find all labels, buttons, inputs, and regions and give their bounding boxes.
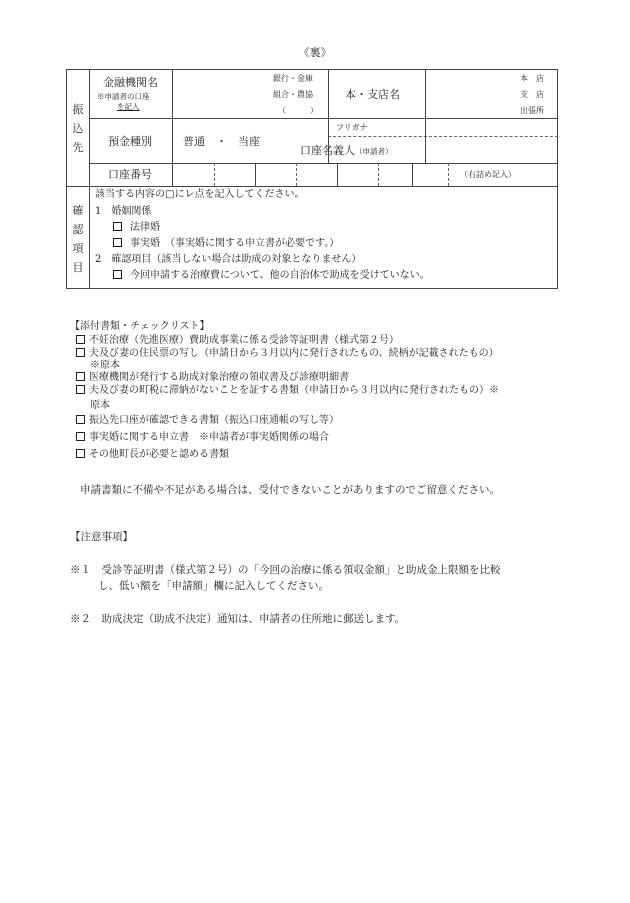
account-holder-label: 口座名義人（申請者）: [300, 144, 393, 157]
page-title: 《裏》: [298, 46, 332, 59]
checklist-footer: 申請書類に不備や不足がある場合は、受付できないことがありますのでご留意ください。: [80, 484, 500, 496]
deposit-options[interactable]: 普通 ・ 当座: [183, 135, 260, 148]
checkbox-icon: [113, 222, 122, 231]
checklist-item[interactable]: 不妊治療（先進医療）費助成事業に係る受診等証明書（様式第２号）: [76, 335, 399, 347]
checkbox-icon: [76, 385, 85, 394]
checkbox-no-other-subsidy[interactable]: 今回申請する治療費について、他の自治体で助成を受けていない。: [113, 270, 430, 282]
confirm-instruction: 該当する内容の□にレ点を記入してください。: [95, 189, 305, 200]
checkbox-icon: [76, 372, 85, 381]
branch-label: 本・支店名: [345, 88, 400, 101]
checkbox-legal-marriage[interactable]: 法律婚: [113, 222, 160, 234]
checkbox-icon: [113, 270, 122, 279]
checklist-item-note: 原本: [90, 400, 110, 411]
furigana-label: フリガナ: [336, 123, 368, 132]
institution-note-2: を記入: [117, 102, 140, 111]
checklist-item[interactable]: 医療機関が発行する助成対象治療の領収書及び診療明細書: [76, 372, 349, 384]
institution-note: ※申請者の口座: [97, 92, 150, 101]
checkbox-icon: [76, 449, 85, 458]
checkbox-icon: [76, 335, 85, 344]
account-number-note: （右詰め記入）: [460, 170, 516, 179]
branch-type-office: 出張所: [520, 106, 544, 115]
note-2: ※２ 助成決定（助成不決定）通知は、申請者の住所地に郵送します。: [70, 613, 406, 625]
checklist-item-note: ※原本: [90, 360, 120, 371]
account-number-label: 口座番号: [108, 168, 152, 181]
checklist-item[interactable]: その他町長が必要と認める書類: [76, 449, 229, 461]
checkbox-icon: [76, 415, 85, 424]
checklist-item[interactable]: 夫及び妻の町税に滞納がないことを証する書類（申請日から３月以内に発行されたもの）※: [76, 385, 499, 397]
branch-type-branch: 支 店: [520, 90, 544, 99]
notes-heading: 【注意事項】: [70, 531, 133, 543]
checklist-heading: 【添付書類・チェックリスト】: [70, 321, 210, 332]
checklist-item[interactable]: 事実婚に関する申立書 ※申請者が事実婚関係の場合: [76, 432, 329, 444]
checkbox-icon: [113, 238, 122, 247]
deposit-label: 預金種別: [108, 135, 152, 148]
checklist-item[interactable]: 振込先口座が確認できる書類（振込口座通帳の写し等）: [76, 415, 339, 427]
note-1: ※１ 受診等証明書（様式第２号）の「今回の治療に係る領収金額」と助成金上限額を比較: [70, 564, 501, 576]
checkbox-common-law-marriage[interactable]: 事実婚 （事実婚に関する申立書が必要です。）: [113, 238, 339, 250]
checklist-item[interactable]: 夫及び妻の住民票の写し（申請日から３月以内に発行されたもの、続柄が記載されたもの）: [76, 348, 499, 360]
confirm-item-2: 2 確認項目（該当しない場合は助成の対象となりません）: [95, 254, 362, 265]
checkbox-icon: [76, 348, 85, 357]
checkbox-icon: [76, 432, 85, 441]
confirm-item-1: 1 婚姻関係: [95, 206, 152, 217]
bank-types-1: 銀行・金庫: [273, 74, 313, 83]
bank-types-3: （ ）: [278, 106, 318, 115]
institution-label: 金融機関名: [103, 76, 158, 89]
note-1-cont: し、低い額を「申請額」欄に記入してください。: [98, 580, 329, 592]
bank-types-2: 組合・農協: [273, 90, 313, 99]
branch-type-main: 本 店: [520, 74, 544, 83]
